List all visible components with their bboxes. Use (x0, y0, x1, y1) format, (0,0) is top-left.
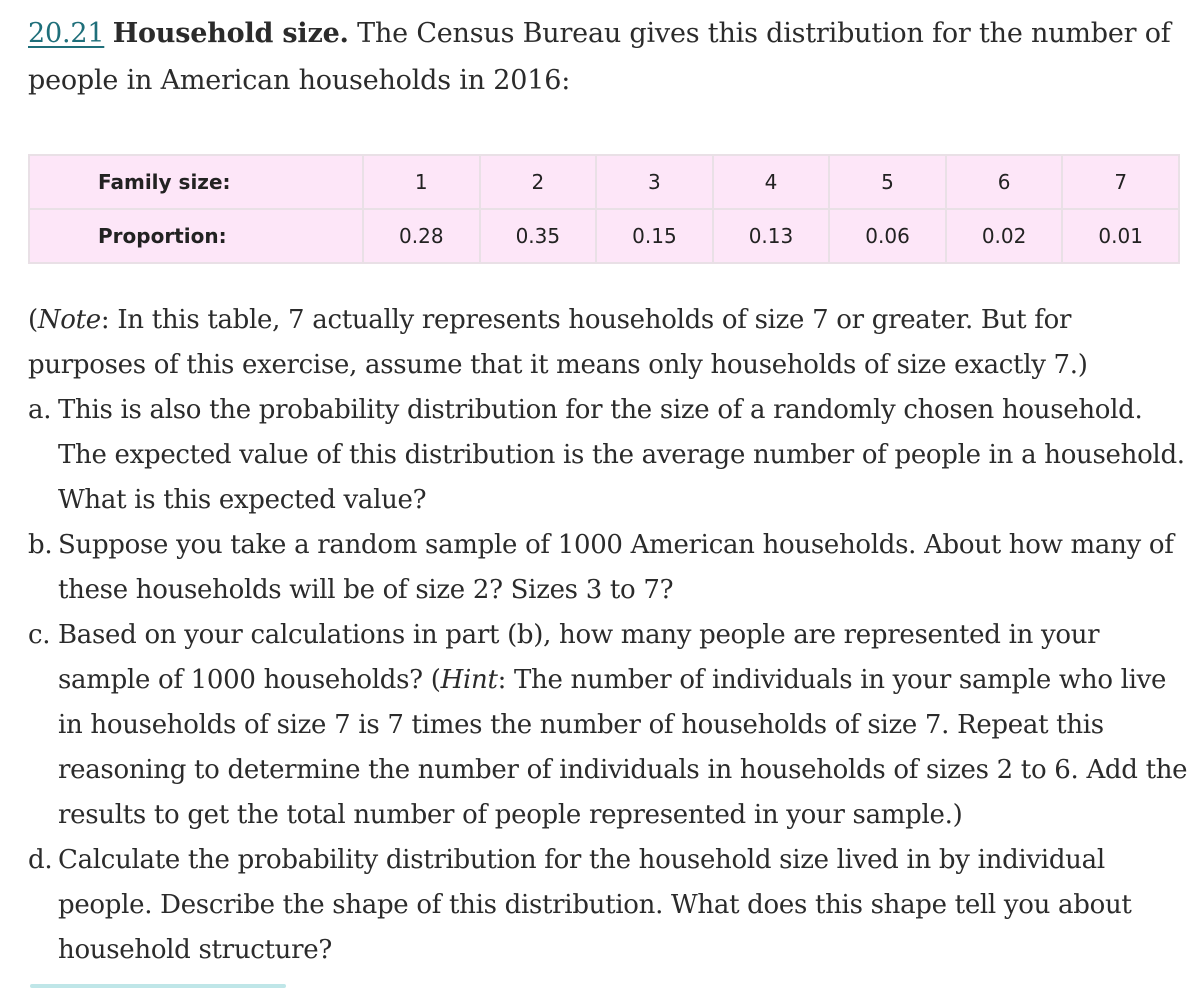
table-cell: 0.13 (713, 209, 830, 263)
distribution-table (28, 154, 1180, 264)
part-text: This is also the probability distribution for the size of a randomly chosen household. The expected value of this distribution is the average number of people in a household. What is this expected value? (58, 395, 1185, 515)
list-item-part-a (28, 388, 1188, 523)
part-marker: c. (28, 620, 51, 650)
list-item-part-c (28, 613, 1188, 838)
table-cell: 7 (1062, 155, 1179, 209)
part-text-continued: : The number of individuals in your sample who live in households of size 7 is 7 times the number of households of size 7. Repeat this reasoning to determine the number of individuals in households of sizes 2 to 6. Add the results to get the total number of people represented in your sample.) (58, 665, 1188, 830)
part-text: Calculate the probability distribution for the household size lived in by individual people. Describe the shape of this distribution. What does this shape tell you about household structure? (58, 845, 1132, 965)
table-cell: 3 (596, 155, 713, 209)
table-cell: 2 (480, 155, 597, 209)
table-cell: 6 (946, 155, 1063, 209)
table-cell: 4 (713, 155, 830, 209)
exercise-header (28, 10, 1188, 104)
exercise-page (28, 0, 1188, 965)
part-text: Suppose you take a random sample of 1000 American households. About how many of these households will be of size 2? Sizes 3 to 7? (58, 530, 1174, 605)
table-cell: 0.02 (946, 209, 1063, 263)
table-cell: 1 (363, 155, 480, 209)
table-row-proportion (29, 209, 1179, 263)
row-header-proportion: Proportion: (29, 209, 363, 263)
exercise-parts-list (28, 388, 1188, 973)
scroll-indicator (30, 984, 286, 988)
list-item-part-b (28, 523, 1188, 613)
part-marker: b. (28, 530, 53, 560)
hint-label: Hint (440, 665, 498, 695)
exercise-body (28, 298, 1188, 973)
row-header-family-size: Family size: (29, 155, 363, 209)
note-label: Note (37, 305, 101, 335)
list-item-part-d (28, 838, 1188, 973)
note-colon: : (100, 305, 110, 335)
table-cell: 0.28 (363, 209, 480, 263)
exercise-intro: The Census Bureau gives this distribution for the number of people in American households in 2016: (28, 18, 1171, 96)
table-cell: 5 (829, 155, 946, 209)
part-marker: d. (28, 845, 53, 875)
exercise-title: Household size. (112, 18, 349, 49)
note-text: In this table, 7 actually represents households of size 7 or greater. But for purposes of this exercise, assume that it means only households of size exactly 7.) (28, 305, 1088, 380)
table-note (28, 298, 1188, 388)
table-cell: 0.35 (480, 209, 597, 263)
part-marker: a. (28, 395, 52, 425)
table-cell: 0.15 (596, 209, 713, 263)
table-cell: 0.06 (829, 209, 946, 263)
table-row-family-size (29, 155, 1179, 209)
table-cell: 0.01 (1062, 209, 1179, 263)
exercise-number-link[interactable]: 20.21 (28, 18, 105, 49)
part-text: Based on your calculations in part (b), how many people are represented in your sample of 1000 households? ( (58, 620, 1100, 695)
note-open-paren: ( (28, 305, 38, 335)
